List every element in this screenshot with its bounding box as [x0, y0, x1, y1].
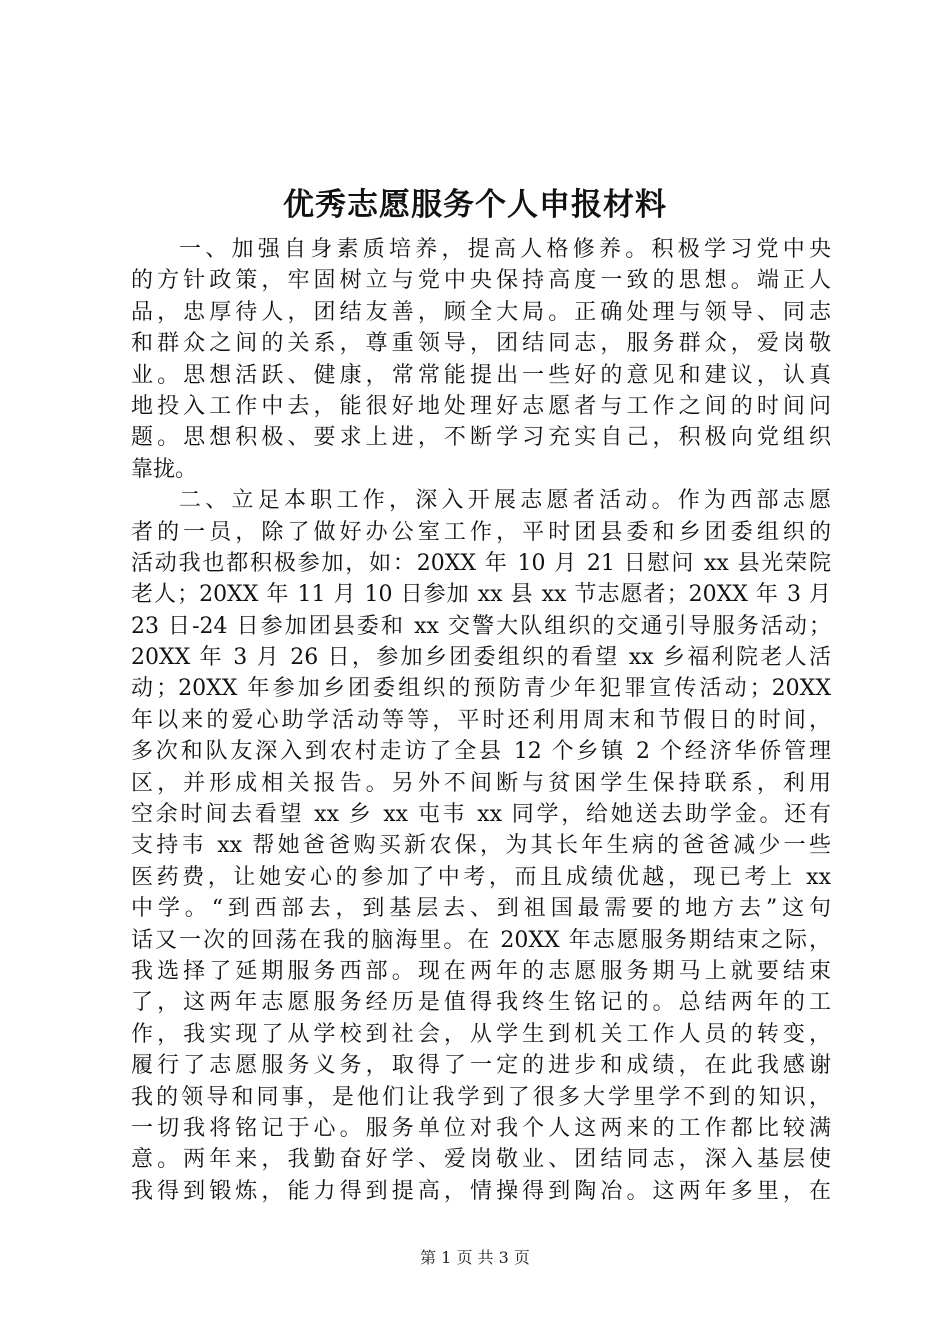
body-line: 话又一次的回荡在我的脑海里。在 20XX 年志愿服务期结束之际， — [131, 927, 831, 953]
body-line: 医药费，让她安心的参加了中考，而且成绩优越，现已考上 xx — [131, 864, 831, 890]
body-line: 空余时间去看望 xx 乡 xx 屯韦 xx 同学，给她送去助学金。还有 — [131, 802, 831, 828]
body-line: 业。思想活跃、健康，常常能提出一些好的意见和建议，认真 — [131, 362, 831, 388]
body-line: 一切我将铭记于心。服务单位对我个人这两来的工作都比较满 — [131, 1115, 831, 1141]
body-line: 和群众之间的关系，尊重领导，团结同志，服务群众，爱岗敬 — [131, 331, 831, 357]
body-line: 老人；20XX 年 11 月 10 日参加 xx 县 xx 节志愿者；20XX 年 3 月 — [131, 582, 831, 608]
body-line: 靠拢。 — [131, 456, 198, 482]
body-line: 年以来的爱心助学活动等等，平时还利用周末和节假日的时间， — [131, 707, 831, 733]
body-line: 意。两年来，我勤奋好学、爱岗敬业、团结同志，深入基层使 — [131, 1147, 831, 1173]
body-line: 题。思想积极、要求上进，不断学习充实自己，积极向党组织 — [131, 425, 831, 451]
body-line: 动；20XX 年参加乡团委组织的预防青少年犯罪宣传活动；20XX — [131, 676, 831, 702]
body-line: 作，我实现了从学校到社会，从学生到机关工作人员的转变， — [131, 1021, 831, 1047]
body-line: 二、立足本职工作，深入开展志愿者活动。作为西部志愿 — [179, 488, 831, 514]
body-line: 的方针政策，牢固树立与党中央保持高度一致的思想。端正人 — [131, 268, 831, 294]
body-line: 了，这两年志愿服务经历是值得我终生铭记的。总结两年的工 — [131, 990, 831, 1016]
body-line: 20XX 年 3 月 26 日，参加乡团委组织的看望 xx 乡福利院老人活 — [131, 645, 831, 671]
body-line: 履行了志愿服务义务，取得了一定的进步和成绩，在此我感谢 — [131, 1053, 831, 1079]
document-body — [131, 234, 831, 1207]
body-line: 我的领导和同事，是他们让我学到了很多大学里学不到的知识， — [131, 1084, 831, 1110]
body-line: 23 日-24 日参加团县委和 xx 交警大队组织的交通引导服务活动； — [131, 613, 831, 639]
body-line: 品，忠厚待人，团结友善，顾全大局。正确处理与领导、同志 — [131, 299, 831, 325]
body-line: 者的一员，除了做好办公室工作，平时团县委和乡团委组织的 — [131, 519, 831, 545]
body-line: 地投入工作中去，能很好地处理好志愿者与工作之间的时间问 — [131, 393, 831, 419]
body-line: 一、加强自身素质培养，提高人格修养。积极学习党中央 — [179, 237, 831, 262]
body-line: 我得到锻炼，能力得到提高，情操得到陶冶。这两年多里，在 — [131, 1178, 831, 1204]
document-title: 优秀志愿服务个人申报材料 — [283, 187, 667, 223]
page-number-footer: 第 1 页 共 3 页 — [420, 1248, 530, 1267]
body-line: 支持韦 xx 帮她爸爸购买新农保，为其长年生病的爸爸减少一些 — [131, 833, 831, 859]
body-line: 区，并形成相关报告。另外不间断与贫困学生保持联系，利用 — [131, 770, 831, 796]
body-line: 中学。“到西部去，到基层去、到祖国最需要的地方去”这句 — [131, 896, 831, 922]
body-line: 我选择了延期服务西部。现在两年的志愿服务期马上就要结束 — [131, 958, 831, 984]
body-line: 活动我也都积极参加，如：20XX 年 10 月 21 日慰问 xx 县光荣院 — [131, 550, 831, 576]
body-line: 多次和队友深入到农村走访了全县 12 个乡镇 2 个经济华侨管理 — [131, 739, 831, 765]
